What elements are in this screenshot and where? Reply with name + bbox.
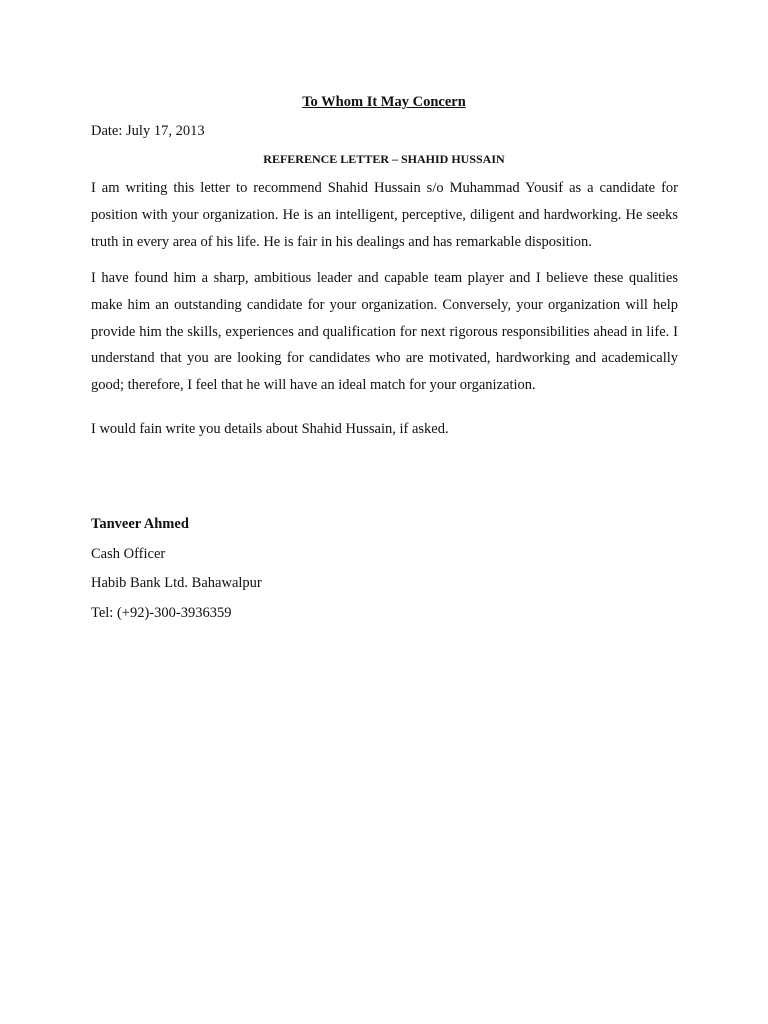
letter-subject: REFERENCE LETTER – SHAHID HUSSAIN: [263, 152, 505, 166]
body-paragraph-3: I would fain write you details about Shahid Hussain, if asked.: [91, 421, 449, 437]
signatory-organization: Habib Bank Ltd. Bahawalpur: [91, 575, 262, 591]
signatory-title: Cash Officer: [91, 546, 166, 562]
letter-heading: To Whom It May Concern: [302, 94, 466, 110]
body-paragraph-2: I have found him a sharp, ambitious leader and capable team player and I believe these qualities make him an outstanding candidate for your organization. Conversely, your organization will help provide him the skills, experiences and qualification for next rigorous responsibilities ahead in life. I understand that you are looking for candidates who are motivated, hardworking and academically good; therefore, I feel that he will have an ideal match for your organization.: [91, 270, 678, 394]
signatory-phone: Tel: (+92)-300-3936359: [91, 605, 232, 621]
body-paragraph-1: I am writing this letter to recommend Shahid Hussain s/o Muhammad Yousif as a candidate for position with your organization. He is an intelligent, perceptive, diligent and hardworking. He seeks truth in every area of his life. He is fair in his dealings and has remarkable disposition.: [91, 180, 678, 250]
signatory-name: Tanveer Ahmed: [91, 516, 189, 532]
letter-date: Date: July 17, 2013: [91, 123, 205, 139]
